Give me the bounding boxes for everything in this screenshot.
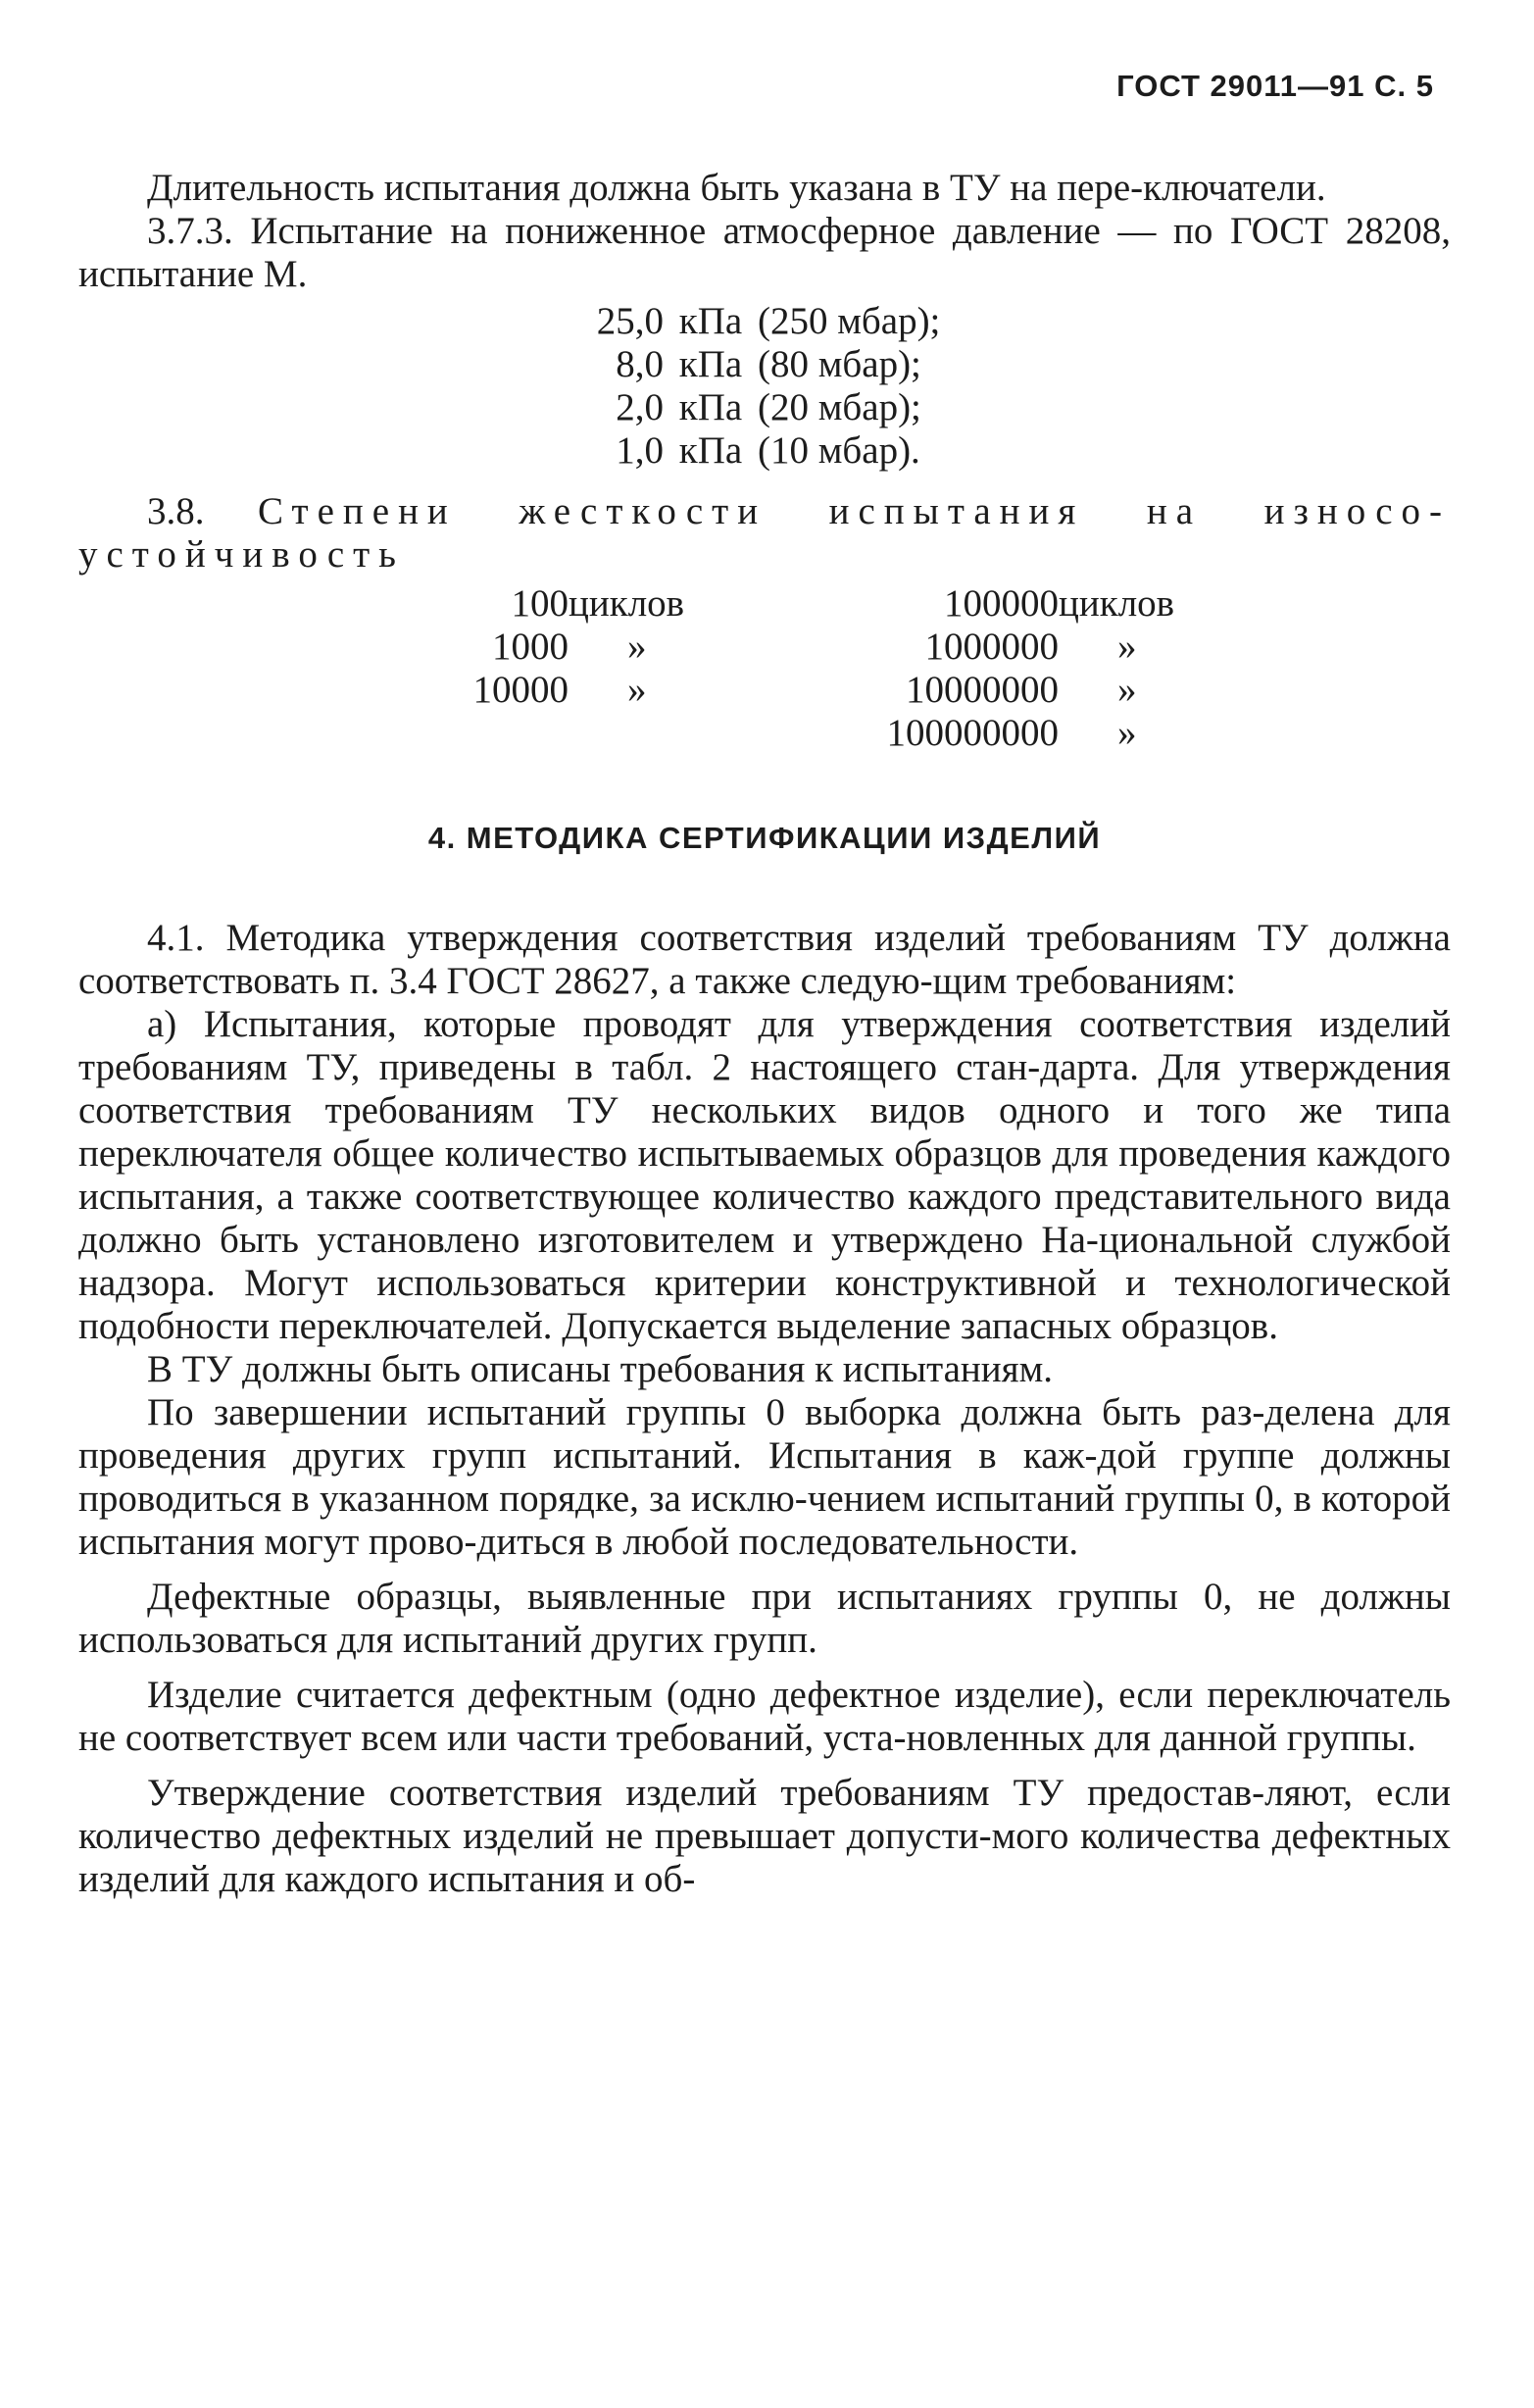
section-3-8-text: Степени жесткости испытания на износо-устойчивость xyxy=(78,490,1451,576)
pressure-unit: кПа xyxy=(678,386,743,428)
cycle-label: » xyxy=(1117,712,1137,754)
pressure-value: 2,0 xyxy=(616,386,664,428)
pressure-unit: кПа xyxy=(678,429,743,472)
cycle-count: 100000000 xyxy=(886,712,1059,754)
section-3-8-number: 3.8. xyxy=(147,490,205,532)
pressure-mbar: (80 мбар); xyxy=(758,343,921,385)
pressure-mbar: (250 мбар); xyxy=(758,300,941,342)
pressure-levels-list xyxy=(78,300,1451,473)
pressure-value: 1,0 xyxy=(616,429,664,472)
cycle-count: 1000 xyxy=(492,626,569,668)
paragraph-4-1-a: а) Испытания, которые проводят для утверждения соответствия изделий требованиям ТУ, приведены в табл. 2 настоящего стан-дарта. Для утверждения соответствия требованиям ТУ нескольких видов одного и того же типа переключателя общее количество испытываемых образцов для проведения каждого испытания, а также соответствующее количество каждого представительного вида должно быть установлено изготовителем и утверждено На-циональной службой надзора. Могут использоваться критерии конструктивной и технологической подобности переключателей. Допускается выделение запасных образцов. xyxy=(78,1003,1451,1347)
pressure-unit: кПа xyxy=(678,300,743,342)
cycle-label: » xyxy=(627,626,647,668)
page-header: ГОСТ 29011—91 С. 5 xyxy=(1116,69,1434,103)
pressure-level-row xyxy=(517,300,1451,343)
paragraph-3-7-3: 3.7.3. Испытание на пониженное атмосферное давление — по ГОСТ 28208, испытание М. xyxy=(78,210,1451,295)
paragraph-defective-samples: Дефектные образцы, выявленные при испытаниях группы 0, не должны использоваться для испытаний других групп. xyxy=(78,1576,1451,1661)
cycle-count: 1000000 xyxy=(924,626,1059,668)
pressure-level-row xyxy=(517,386,1451,429)
pressure-value: 25,0 xyxy=(596,300,664,342)
paragraph-group-0: По завершении испытаний группы 0 выборка должна быть раз-делена для проведения других групп испытаний. Испытания в каж-дой группе должны проводиться в указанном порядке, за исклю-чением испытаний группы 0, в которой испытания могут прово-диться в любой последовательности. xyxy=(78,1391,1451,1563)
section-4-heading: 4. МЕТОДИКА СЕРТИФИКАЦИИ ИЗДЕЛИЙ xyxy=(427,821,1102,855)
pressure-mbar: (10 мбар). xyxy=(758,429,920,472)
paragraph-tu-requirements: В ТУ должны быть описаны требования к испытаниям. xyxy=(147,1348,1054,1390)
pressure-value: 8,0 xyxy=(616,343,664,385)
pressure-mbar: (20 мбар); xyxy=(758,386,921,428)
paragraph-defective-definition: Изделие считается дефектным (одно дефектное изделие), если переключатель не соответствует всем или части требований, уста-новленных для данной группы. xyxy=(78,1674,1451,1759)
cycle-label: циклов xyxy=(1059,582,1175,625)
paragraph-3-8 xyxy=(78,490,1451,577)
cycle-count: 10000 xyxy=(472,669,569,711)
cycle-count: 100 xyxy=(511,582,569,625)
pressure-unit: кПа xyxy=(678,343,743,385)
wear-cycles-table xyxy=(78,582,1451,754)
paragraph-approval: Утверждение соответствия изделий требованиям ТУ предостав-ляют, если количество дефектных изделий не превышает допусти-мого количества дефектных изделий для каждого испытания и об- xyxy=(78,1772,1451,1900)
cycle-label: » xyxy=(1117,626,1137,668)
pressure-level-row xyxy=(517,429,1451,473)
cycle-label: » xyxy=(1117,669,1137,711)
paragraph-duration: Длительность испытания должна быть указана в ТУ на пере-ключатели. xyxy=(147,167,1326,209)
cycle-label: циклов xyxy=(569,582,685,625)
cycle-label: » xyxy=(627,669,647,711)
page-body xyxy=(78,167,1451,1901)
pressure-level-row xyxy=(517,343,1451,386)
cycle-count: 100000 xyxy=(944,582,1059,625)
cycle-count: 10000000 xyxy=(906,669,1059,711)
paragraph-4-1: 4.1. Методика утверждения соответствия изделий требованиям ТУ должна соответствовать п. 3.4 ГОСТ 28627, а также следую-щим требованиям: xyxy=(78,917,1451,1002)
